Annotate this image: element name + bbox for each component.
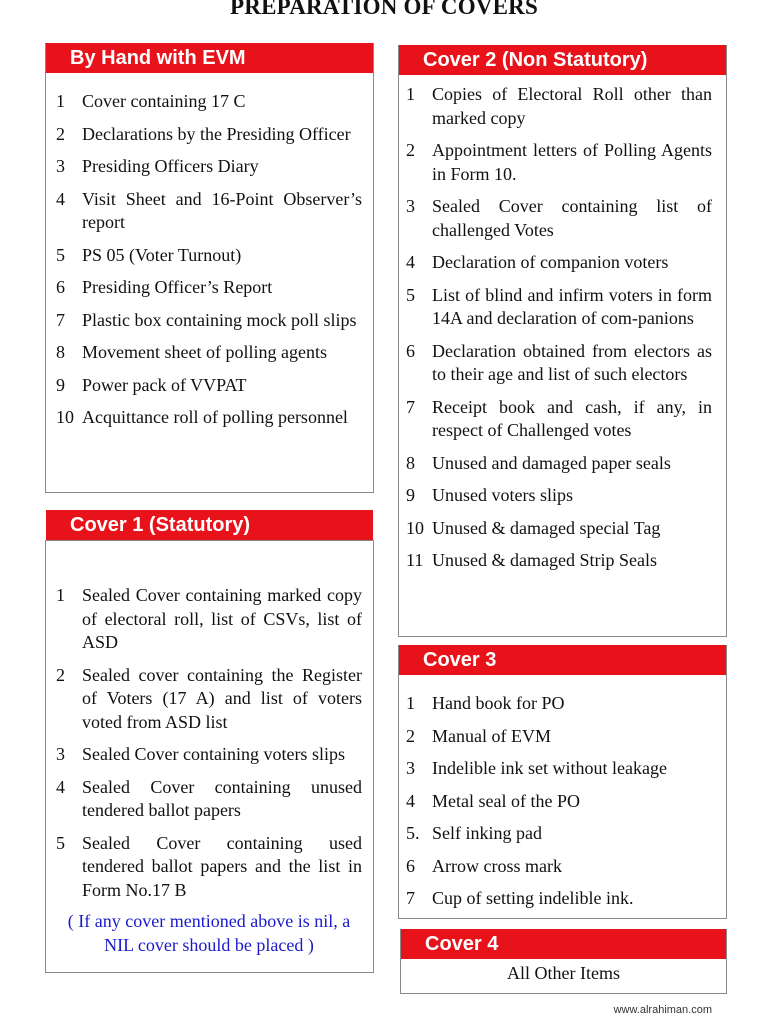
item-number: 5	[56, 832, 65, 853]
nil-cover-note: ( If any cover mentioned above is nil, a NIL cover should be placed )	[67, 911, 351, 955]
list-item	[56, 123, 362, 147]
item-text: Presiding Officer’s Report	[82, 277, 273, 297]
list-item	[406, 725, 712, 749]
item-text: Presiding Officers Diary	[82, 156, 259, 176]
item-number: 1	[56, 91, 65, 111]
item-number: 3	[406, 196, 415, 216]
item-text: Cover containing 17 C	[82, 91, 246, 111]
item-number: 4	[56, 776, 65, 797]
list-item	[406, 139, 712, 186]
list-item	[406, 822, 712, 846]
list-item	[406, 396, 712, 443]
item-text: Self inking pad	[432, 823, 542, 843]
item-number: 10	[56, 407, 74, 427]
list-item	[56, 341, 362, 365]
item-number: 5.	[406, 823, 420, 843]
list-item	[406, 83, 712, 130]
item-text: List of blind and infirm voters in form 14A and declaration of com-panions	[432, 284, 712, 328]
item-text: Acquittance roll of polling personnel	[82, 407, 348, 427]
list-item	[56, 276, 362, 300]
item-number: 9	[56, 374, 65, 395]
cover1-list	[56, 584, 362, 911]
item-number: 2	[406, 140, 415, 160]
item-text: Copies of Electoral Roll other than marked copy	[432, 84, 712, 128]
item-text: Hand book for PO	[432, 693, 565, 713]
by-hand-header: By Hand with EVM	[46, 43, 373, 73]
list-item	[406, 484, 712, 508]
item-text: Movement sheet of polling agents	[82, 342, 327, 362]
item-number: 10	[406, 517, 424, 538]
item-number: 1	[406, 693, 415, 713]
list-item	[406, 855, 712, 879]
list-item	[56, 832, 362, 903]
item-number: 6	[56, 277, 65, 297]
item-text: Unused & damaged Strip Seals	[432, 550, 657, 570]
list-item	[406, 284, 712, 331]
cover2-header: Cover 2 (Non Statutory)	[399, 45, 726, 75]
footer-url: www.alrahiman.com	[613, 1004, 712, 1016]
item-text: Visit Sheet and 16-Point Observer’s report	[82, 188, 362, 232]
item-text: Arrow cross mark	[432, 855, 562, 876]
item-text: Unused and damaged paper seals	[432, 452, 671, 473]
page-title: PREPARATION OF COVERS	[230, 0, 538, 19]
list-item	[56, 244, 362, 268]
cover3-list	[406, 692, 712, 920]
item-text: Appointment letters of Polling Agents in Form 10.	[432, 140, 712, 184]
item-text: Power pack of VVPAT	[82, 374, 247, 395]
item-number: 7	[406, 396, 415, 417]
list-item	[56, 406, 362, 430]
list-item	[406, 549, 712, 573]
list-item	[56, 743, 362, 767]
list-item	[406, 340, 712, 387]
item-text: Sealed Cover containing list of challenged Votes	[432, 196, 712, 240]
cover2-list	[406, 83, 712, 582]
item-text: Unused & damaged special Tag	[432, 517, 661, 538]
item-number: 4	[56, 188, 65, 209]
cover1-header: Cover 1 (Statutory)	[46, 510, 373, 540]
item-number: 5	[406, 284, 415, 305]
item-text: Declaration obtained from electors as to their age and list of such electors	[432, 340, 712, 384]
item-text: Sealed Cover containing marked copy of electoral roll, list of CSVs, list of ASD	[82, 585, 362, 652]
item-number: 6	[406, 340, 415, 361]
list-item	[406, 692, 712, 716]
list-item	[406, 452, 712, 476]
item-number: 7	[56, 309, 65, 330]
item-text: Sealed Cover containing used tendered ballot papers and the list in Form No.17 B	[82, 832, 362, 900]
item-number: 3	[406, 758, 415, 778]
cover3-header: Cover 3	[399, 645, 726, 675]
cover4-body: All Other Items	[507, 963, 620, 983]
list-item	[56, 90, 362, 114]
item-text: Receipt book and cash, if any, in respect of Challenged votes	[432, 396, 712, 440]
list-item	[406, 251, 712, 275]
item-text: Sealed Cover containing voters slips	[82, 744, 345, 764]
item-number: 9	[406, 485, 415, 505]
cover4-header: Cover 4	[401, 929, 726, 959]
item-text: Declarations by the Presiding Officer	[82, 123, 351, 144]
item-number: 1	[406, 84, 415, 104]
item-number: 3	[56, 744, 65, 764]
item-number: 2	[56, 664, 65, 685]
item-text: Sealed cover containing the Register of Voters (17 A) and list of voters voted from ASD list	[82, 664, 362, 732]
item-text: Manual of EVM	[432, 725, 551, 746]
list-item	[406, 195, 712, 242]
list-item	[56, 664, 362, 735]
item-number: 4	[406, 790, 415, 811]
list-item	[56, 584, 362, 655]
item-number: 5	[56, 244, 65, 265]
item-text: Indelible ink set without leakage	[432, 758, 667, 778]
item-number: 8	[56, 342, 65, 362]
item-number: 2	[56, 123, 65, 144]
item-number: 3	[56, 156, 65, 176]
list-item	[56, 188, 362, 235]
list-item	[56, 309, 362, 333]
item-text: Plastic box containing mock poll slips	[82, 309, 357, 330]
item-text: PS 05 (Voter Turnout)	[82, 244, 242, 265]
list-item	[56, 155, 362, 179]
item-number: 7	[406, 888, 415, 908]
list-item	[406, 757, 712, 781]
item-text: Declaration of companion voters	[432, 252, 669, 272]
item-text: Unused voters slips	[432, 485, 573, 505]
item-number: 2	[406, 725, 415, 746]
item-text: Cup of setting indelible ink.	[432, 888, 634, 908]
item-text: Metal seal of the PO	[432, 790, 580, 811]
item-text: Sealed Cover containing unused tendered ballot papers	[82, 776, 362, 820]
list-item	[56, 776, 362, 823]
item-number: 8	[406, 452, 415, 473]
item-number: 11	[406, 550, 424, 570]
by-hand-list	[56, 90, 362, 439]
item-number: 4	[406, 252, 415, 272]
list-item	[56, 374, 362, 398]
item-number: 1	[56, 585, 65, 605]
list-item	[406, 887, 712, 911]
list-item	[406, 517, 712, 541]
item-number: 6	[406, 855, 415, 876]
list-item	[406, 790, 712, 814]
